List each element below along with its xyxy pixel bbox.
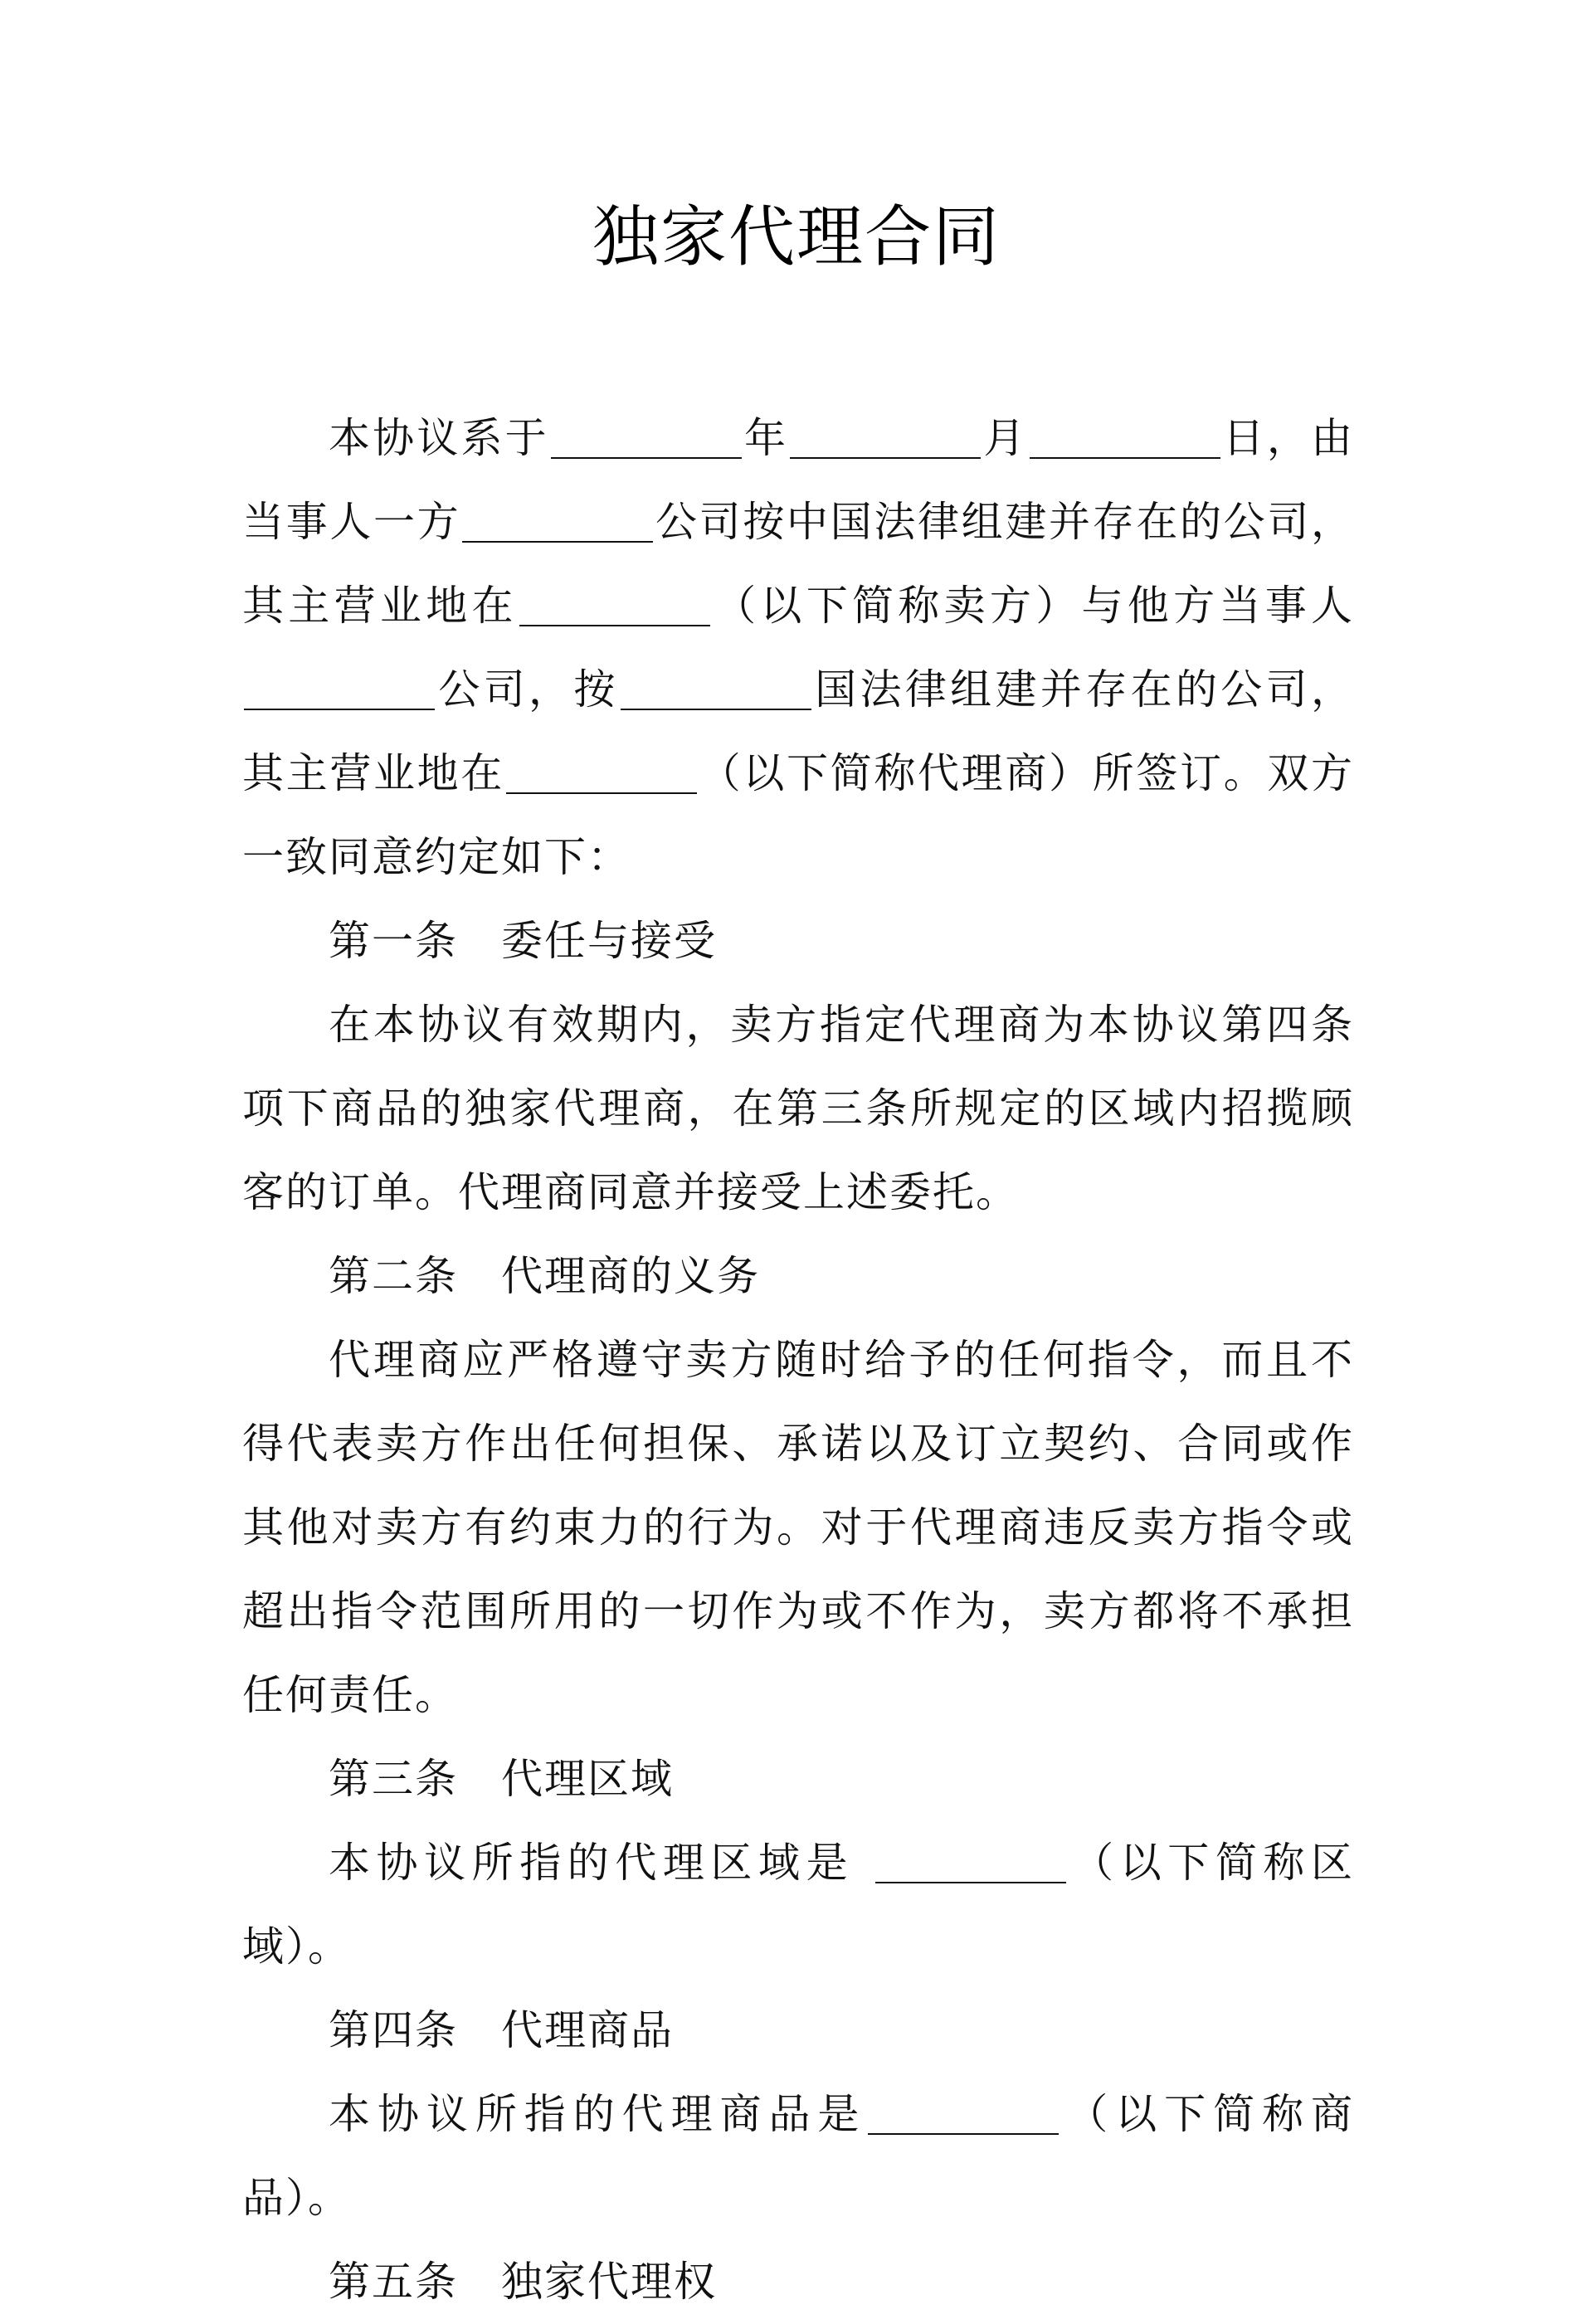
paragraph-text: 公司按中国法律组建并存在的公司，其主营业地在 [242, 498, 1355, 630]
paragraph-text: 国法律组建并存在的公司，其主营业地在 [242, 665, 1355, 797]
document-title: 独家代理合同 [592, 198, 1001, 275]
fill-in-blank [875, 1839, 1066, 1883]
paragraph-text: 第一条 委任与接受 [329, 917, 717, 965]
fill-in-blank [244, 665, 435, 710]
paragraph-article-5-heading [242, 2240, 1354, 2324]
paragraph-text: 月 [982, 414, 1028, 462]
paragraph-text: （以下简称卖方）与他方当事人 [711, 582, 1355, 630]
paragraph-text: 第四条 代理商品 [329, 2006, 674, 2054]
fill-in-blank [868, 2090, 1059, 2135]
paragraph-text: 第二条 代理商的义务 [329, 1252, 760, 1300]
paragraph-text: （以下简称区域）。 [242, 1839, 1354, 1971]
paragraph-text: 公司，按 [436, 665, 619, 714]
paragraph-text: （以下简称代理商）所签订。双方一致同意约定如下： [242, 749, 1354, 881]
paragraph-text: 本协议所指的代理区域是 [329, 1839, 874, 1887]
paragraph-text: 在本协议有效期内，卖方指定代理商为本协议第四条项下商品的独家代理商，在第三条所规定的区域内招揽顾客的订单。代理商同意并接受上述委托。 [242, 1001, 1354, 1216]
paragraph-text: 本协议系于 [329, 414, 549, 462]
paragraph-text: （以下简称商品）。 [242, 2090, 1355, 2222]
fill-in-blank [621, 665, 811, 710]
paragraph-article-2-heading [242, 1235, 1354, 1318]
paragraph-text: 日，由当事人一方 [242, 414, 1355, 546]
fill-in-blank [519, 582, 710, 626]
fill-in-blank [506, 749, 697, 794]
paragraph-article-3-body [242, 1821, 1354, 1989]
paragraph-article-3-heading [242, 1737, 1354, 1821]
paragraph-text: 代理商应严格遵守卖方随时给予的任何指令，而且不得代表卖方作出任何担保、承诺以及订立契约、合同或作其他对卖方有约束力的行为。对于代理商违反卖方指令或超出指令范围所用的一切作为或不作为，卖方都将不承担任何责任。 [242, 1336, 1354, 1719]
paragraph-text: 年 [743, 414, 789, 462]
paragraph-article-1-body [242, 983, 1354, 1235]
paragraph-text: 第五条 独家代理权 [329, 2258, 717, 2306]
fill-in-blank [551, 414, 742, 459]
document-body [242, 397, 1354, 2324]
paragraph-preamble [242, 397, 1354, 899]
paragraph-article-2-body [242, 1318, 1354, 1737]
fill-in-blank [790, 414, 981, 459]
paragraph-article-4-body [242, 2073, 1354, 2240]
paragraph-text: 第三条 代理区域 [329, 1755, 674, 1803]
fill-in-blank [1030, 414, 1220, 459]
fill-in-blank [462, 498, 653, 543]
paragraph-article-1-heading [242, 899, 1354, 983]
paragraph-article-4-heading [242, 1989, 1354, 2073]
paragraph-text: 本协议所指的代理商品是 [329, 2090, 867, 2138]
